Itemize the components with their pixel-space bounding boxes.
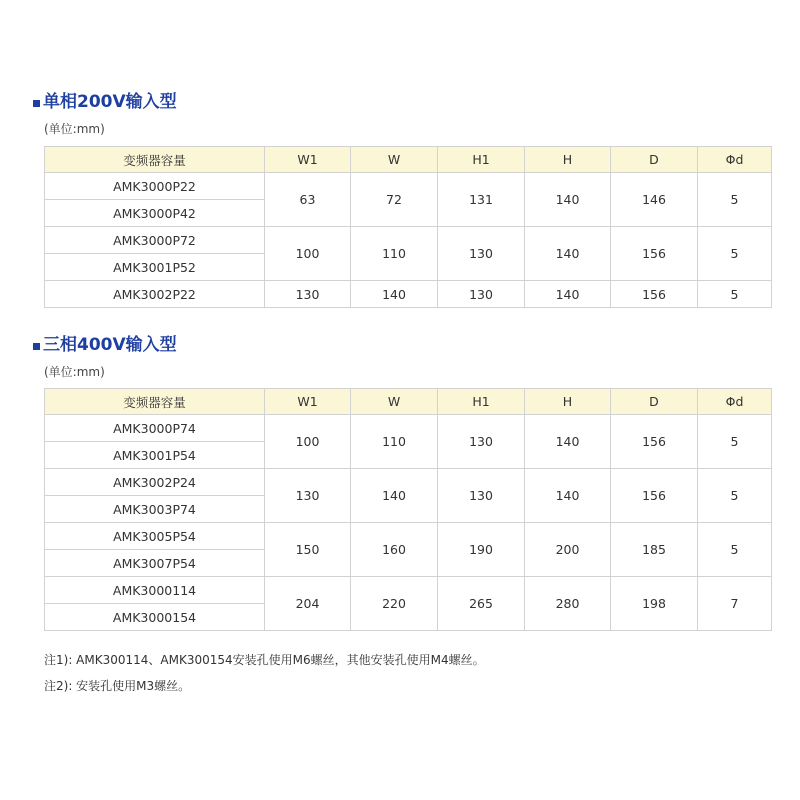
header-h: H	[525, 147, 611, 173]
h-cell: 140	[525, 173, 611, 227]
h1-cell: 130	[438, 415, 525, 469]
section-title-text: 三相400V输入型	[43, 335, 177, 355]
model-cell: AMK3003P74	[45, 496, 265, 523]
section-title-single-phase	[33, 90, 177, 114]
d-cell: 156	[611, 227, 698, 281]
d-cell: 156	[611, 281, 698, 308]
phi-d-cell: 5	[698, 227, 772, 281]
model-cell: AMK3001P52	[45, 254, 265, 281]
bullet-square-icon	[33, 343, 40, 350]
model-cell: AMK3000114	[45, 577, 265, 604]
phi-d-cell: 7	[698, 577, 772, 631]
note-2: 注2): 安装孔使用M3螺丝。	[44, 679, 191, 693]
table-row	[45, 415, 772, 442]
phi-d-cell: 5	[698, 173, 772, 227]
spec-table-three-phase	[44, 388, 772, 631]
h1-cell: 190	[438, 523, 525, 577]
unit-label: (单位:mm)	[44, 365, 105, 379]
header-capacity: 变频器容量	[45, 147, 265, 173]
model-cell: AMK3001P54	[45, 442, 265, 469]
w1-cell: 63	[265, 173, 351, 227]
table-row	[45, 577, 772, 604]
d-cell: 156	[611, 469, 698, 523]
phi-d-cell: 5	[698, 415, 772, 469]
d-cell: 156	[611, 415, 698, 469]
d-cell: 146	[611, 173, 698, 227]
table-row	[45, 281, 772, 308]
h1-cell: 131	[438, 173, 525, 227]
table-row	[45, 227, 772, 254]
w-cell: 220	[351, 577, 438, 631]
spec-table-single-phase	[44, 146, 772, 308]
model-cell: AMK3002P24	[45, 469, 265, 496]
model-cell: AMK3002P22	[45, 281, 265, 308]
d-cell: 198	[611, 577, 698, 631]
header-w: W	[351, 147, 438, 173]
table-row	[45, 523, 772, 550]
h1-cell: 130	[438, 227, 525, 281]
table-row	[45, 469, 772, 496]
note-1: 注1): AMK300114、AMK300154安装孔使用M6螺丝，其他安装孔使用M4螺丝。	[44, 653, 485, 667]
h-cell: 280	[525, 577, 611, 631]
section-title-text: 单相200V输入型	[43, 92, 177, 112]
header-w1: W1	[265, 389, 351, 415]
table-header-row	[45, 389, 772, 415]
w1-cell: 130	[265, 281, 351, 308]
h-cell: 140	[525, 469, 611, 523]
w-cell: 140	[351, 281, 438, 308]
section-title-three-phase	[33, 333, 177, 357]
d-cell: 185	[611, 523, 698, 577]
header-w: W	[351, 389, 438, 415]
w1-cell: 204	[265, 577, 351, 631]
header-phi-d: Φd	[698, 389, 772, 415]
w1-cell: 150	[265, 523, 351, 577]
w-cell: 110	[351, 415, 438, 469]
w-cell: 160	[351, 523, 438, 577]
w1-cell: 100	[265, 415, 351, 469]
w-cell: 110	[351, 227, 438, 281]
h1-cell: 130	[438, 281, 525, 308]
w-cell: 72	[351, 173, 438, 227]
model-cell: AMK3000P42	[45, 200, 265, 227]
unit-label: (单位:mm)	[44, 122, 105, 136]
model-cell: AMK3000P22	[45, 173, 265, 200]
header-capacity: 变频器容量	[45, 389, 265, 415]
header-d: D	[611, 147, 698, 173]
header-phi-d: Φd	[698, 147, 772, 173]
header-h: H	[525, 389, 611, 415]
table-header-row	[45, 147, 772, 173]
model-cell: AMK3005P54	[45, 523, 265, 550]
phi-d-cell: 5	[698, 281, 772, 308]
notes	[44, 647, 485, 699]
model-cell: AMK3007P54	[45, 550, 265, 577]
h-cell: 140	[525, 227, 611, 281]
table-row	[45, 173, 772, 200]
h-cell: 140	[525, 415, 611, 469]
phi-d-cell: 5	[698, 523, 772, 577]
h1-cell: 130	[438, 469, 525, 523]
model-cell: AMK3000P72	[45, 227, 265, 254]
w1-cell: 100	[265, 227, 351, 281]
w-cell: 140	[351, 469, 438, 523]
header-d: D	[611, 389, 698, 415]
h1-cell: 265	[438, 577, 525, 631]
model-cell: AMK3000P74	[45, 415, 265, 442]
model-cell: AMK3000154	[45, 604, 265, 631]
header-w1: W1	[265, 147, 351, 173]
w1-cell: 130	[265, 469, 351, 523]
header-h1: H1	[438, 389, 525, 415]
bullet-square-icon	[33, 100, 40, 107]
h-cell: 200	[525, 523, 611, 577]
phi-d-cell: 5	[698, 469, 772, 523]
header-h1: H1	[438, 147, 525, 173]
h-cell: 140	[525, 281, 611, 308]
